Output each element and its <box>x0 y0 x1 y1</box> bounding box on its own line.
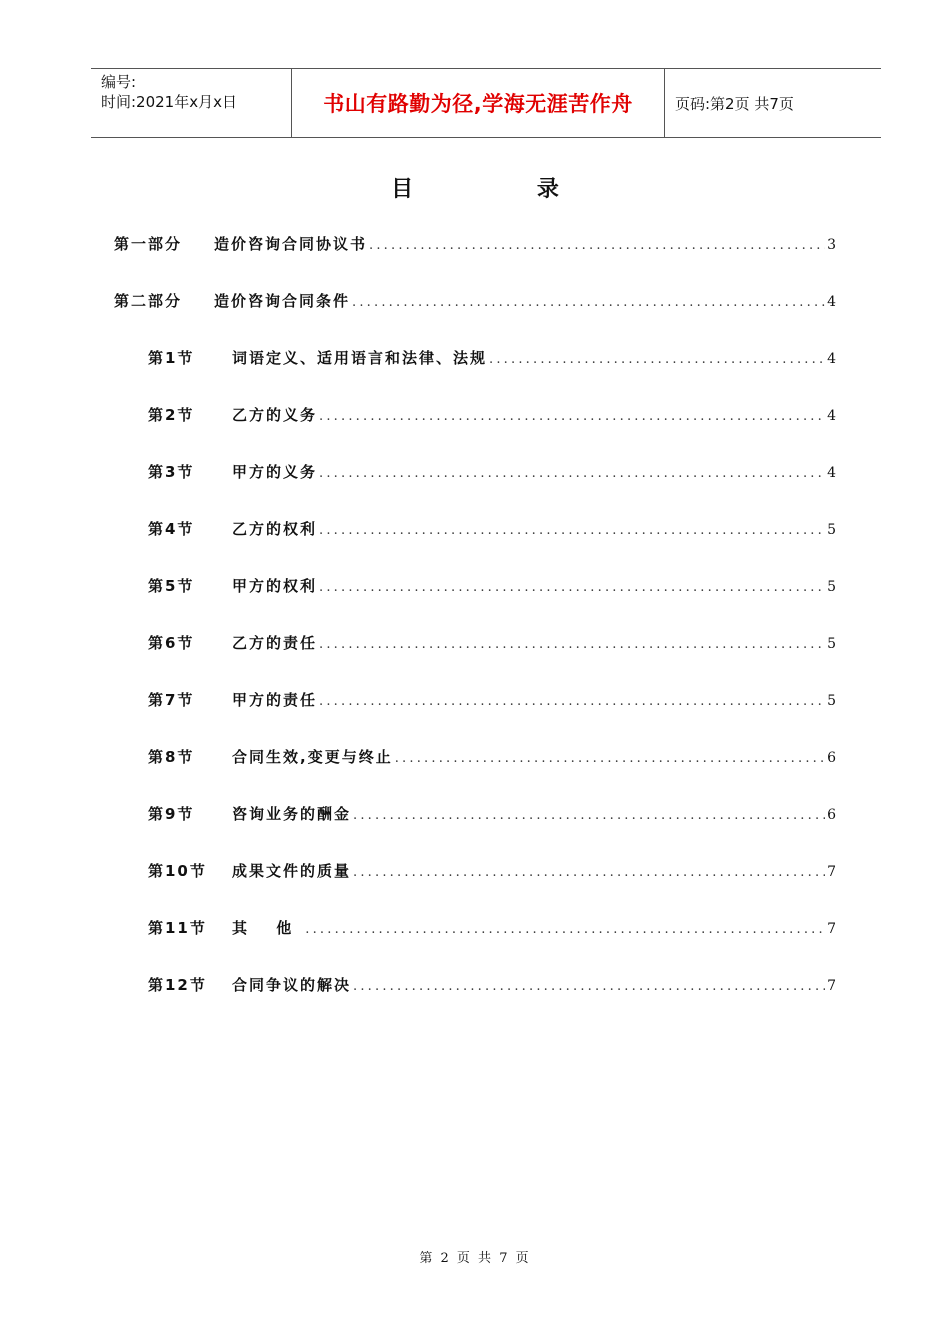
toc-entry[interactable] <box>148 974 836 998</box>
toc-dot-leader <box>303 922 825 937</box>
toc-entry[interactable] <box>148 917 836 941</box>
toc-entry-label: 合同争议的解决 <box>232 976 352 994</box>
toc-entry-page: 4 <box>827 351 836 367</box>
toc-entry-page: 3 <box>827 237 836 253</box>
toc-entry[interactable] <box>148 632 836 656</box>
toc-entry-page: 4 <box>827 408 836 424</box>
toc-dot-leader <box>350 295 825 310</box>
toc-entry-label: 甲方的责任 <box>232 691 318 709</box>
toc-entry[interactable] <box>148 347 836 371</box>
toc-entry-page: 7 <box>827 921 836 937</box>
toc-dot-leader <box>317 523 825 538</box>
toc-entry[interactable] <box>148 860 836 884</box>
toc-dot-leader <box>351 865 825 880</box>
toc-entry-label: 造价咨询合同条件 <box>214 292 351 310</box>
toc-entry-number: 第2节 <box>148 406 195 424</box>
toc-dot-leader <box>367 238 825 253</box>
toc-entry-number: 第9节 <box>148 805 195 823</box>
toc-entry-number: 第3节 <box>148 463 195 481</box>
toc-entry-page: 5 <box>827 522 836 538</box>
toc-entry-label: 甲方的义务 <box>232 463 318 481</box>
toc-dot-leader <box>317 466 825 481</box>
toc-entry-label: 成果文件的质量 <box>232 862 352 880</box>
toc-entry-page: 5 <box>827 693 836 709</box>
toc-entry-page: 5 <box>827 579 836 595</box>
toc-entry[interactable] <box>148 689 836 713</box>
toc-entry[interactable] <box>148 803 836 827</box>
toc-entry-label: 乙方的权利 <box>232 520 318 538</box>
toc-entry[interactable] <box>148 404 836 428</box>
header-meta <box>91 69 292 137</box>
toc-title: 目 录 <box>391 177 617 202</box>
page-footer: 第 2 页 共 7 页 <box>419 1251 531 1266</box>
toc-entry-number: 第1节 <box>148 349 195 367</box>
toc-entry[interactable] <box>148 746 836 770</box>
header-motto: 书山有路勤为径,学海无涯苦作舟 <box>292 69 665 137</box>
toc-entry-page: 6 <box>827 750 836 766</box>
toc-dot-leader <box>351 808 825 823</box>
toc-dot-leader <box>487 352 825 367</box>
toc-entry-number: 第8节 <box>148 748 195 766</box>
toc-entry-number: 第二部分 <box>114 292 183 310</box>
toc-entry-number: 第10节 <box>148 862 207 880</box>
header-page-info: 页码:第2页 共7页 <box>675 94 794 113</box>
toc-entry-page: 7 <box>827 978 836 994</box>
toc-entry-label: 乙方的义务 <box>232 406 318 424</box>
toc-entry-label: 咨询业务的酬金 <box>232 805 352 823</box>
toc-entry-label: 其 他 <box>232 919 304 937</box>
toc-entry-number: 第11节 <box>148 919 207 937</box>
toc-entry-label: 甲方的权利 <box>232 577 318 595</box>
toc-entry-number: 第4节 <box>148 520 195 538</box>
toc-entry-number: 第12节 <box>148 976 207 994</box>
time-label: 时间:2021年x月x日 <box>101 93 237 111</box>
toc-entry-page: 5 <box>827 636 836 652</box>
toc-entry-number: 第7节 <box>148 691 195 709</box>
toc-entry-label: 词语定义、适用语言和法律、法规 <box>232 349 488 367</box>
toc-entry-label: 造价咨询合同协议书 <box>214 235 368 253</box>
toc-entry-number: 第6节 <box>148 634 195 652</box>
page-header <box>91 68 881 138</box>
toc-entry-page: 7 <box>827 864 836 880</box>
toc-entry-page: 6 <box>827 807 836 823</box>
serial-label: 编号: <box>101 73 137 91</box>
toc-entry-page: 4 <box>827 465 836 481</box>
toc-entry-number: 第一部分 <box>114 235 183 253</box>
toc-entry[interactable] <box>114 233 836 257</box>
toc-entry[interactable] <box>114 290 836 314</box>
toc-dot-leader <box>351 979 825 994</box>
toc-entry-page: 4 <box>827 294 836 310</box>
toc-entry-number: 第5节 <box>148 577 195 595</box>
toc-entry-label: 合同生效,变更与终止 <box>232 748 393 766</box>
toc-dot-leader <box>317 637 825 652</box>
toc-dot-leader <box>317 694 825 709</box>
toc-entry[interactable] <box>148 575 836 599</box>
toc-entry[interactable] <box>148 461 836 485</box>
toc-dot-leader <box>393 751 825 766</box>
toc-dot-leader <box>317 409 825 424</box>
toc-entry[interactable] <box>148 518 836 542</box>
toc-dot-leader <box>317 580 825 595</box>
toc-entry-label: 乙方的责任 <box>232 634 318 652</box>
